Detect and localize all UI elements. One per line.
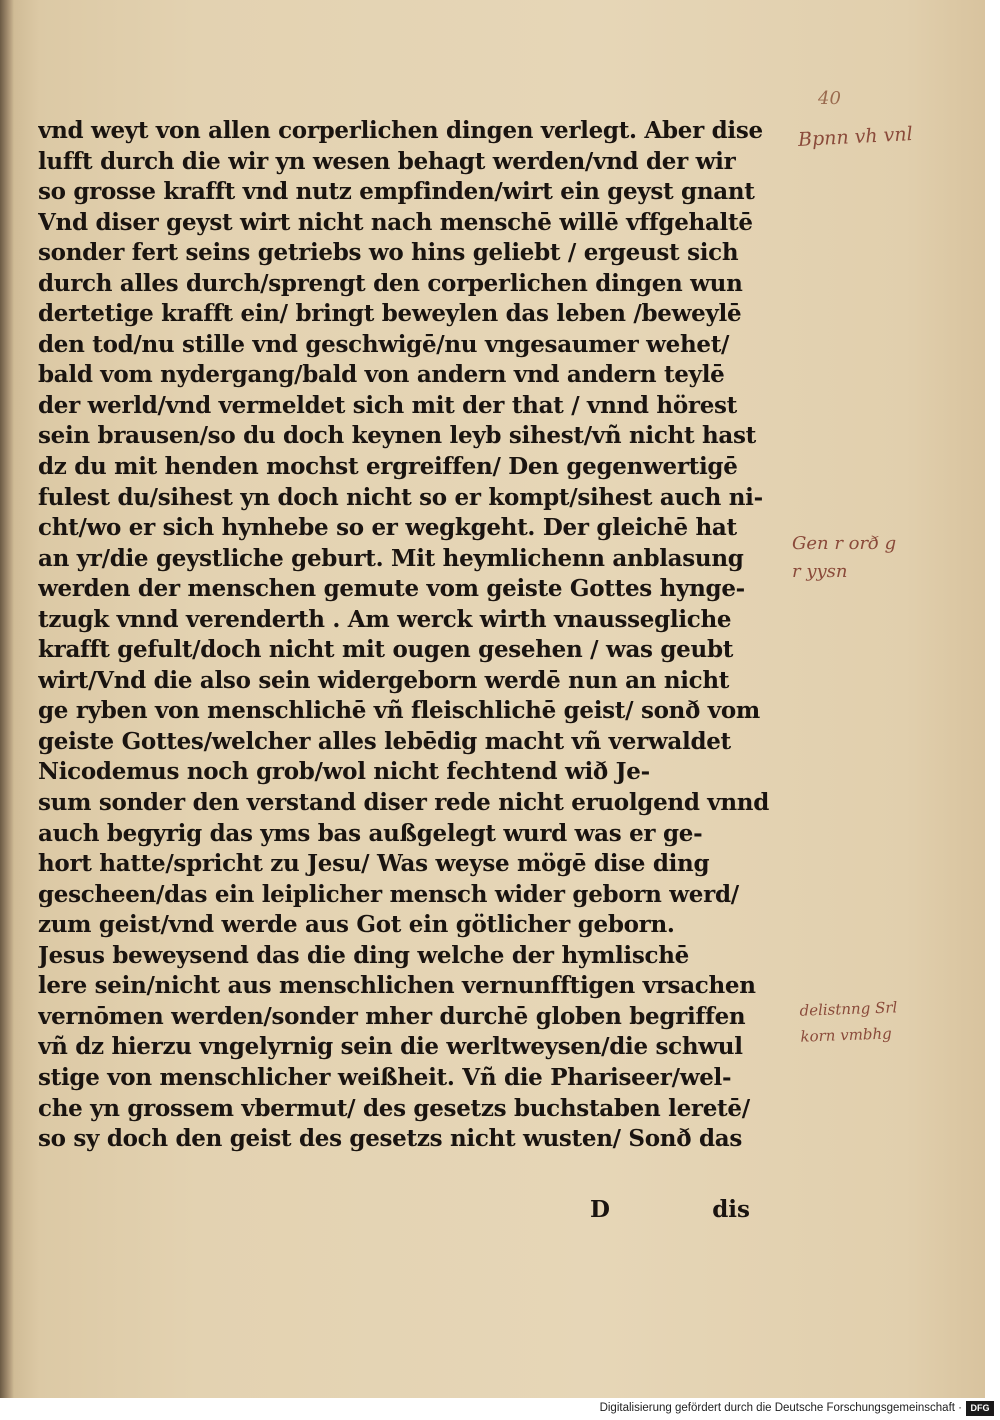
text-line: durch alles durch/sprengt den corperlichen dingen wun [38, 269, 743, 297]
marginal-note-2-line-1: Gen r orð g [792, 533, 897, 554]
text-line: sein brausen/so du doch keynen leyb sihest/vñ nicht hast [38, 422, 757, 450]
text-line: Vnd diser geyst wirt nicht nach menschē willē vffgehaltē [38, 208, 753, 236]
text-line: an yr/die geystliche geburt. Mit heymlichenn anblasung [38, 544, 744, 572]
text-line: sonder fert seins getriebs wo hins geliebt / ergeust sich [38, 239, 739, 267]
text-line: stige von menschlicher weißheit. Vñ die Phariseer/wel- [38, 1063, 732, 1091]
marginal-note-1: Bpnn vh vnl [797, 123, 914, 151]
text-line: fulest du/sihest yn doch nicht so er kompt/sihest auch ni- [38, 483, 763, 511]
signature-mark: D [590, 1196, 610, 1223]
text-line: bald vom nydergang/bald von andern vnd andern teylē [38, 361, 725, 389]
funding-credit: Digitalisierung gefördert durch die Deutsche Forschungsgemeinschaft · [599, 1402, 962, 1414]
text-line: Jesus beweysend das die ding welche der hymlischē [38, 941, 689, 969]
text-line: tzugk vnnd verenderth . Am werck wirth vnaussegliche [38, 605, 732, 633]
marginal-note-3-line-1: delistnng Srl [799, 998, 898, 1020]
text-line: lufft durch die wir yn wesen behagt werden/vnd der wir [38, 147, 736, 175]
text-line: gescheen/das ein leiplicher mensch wider geborn werd/ [38, 880, 739, 908]
catchword: dis [712, 1196, 750, 1223]
text-line: lere sein/nicht aus menschlichen vernunfftigen vrsachen [38, 972, 756, 1000]
dfg-logo: DFG [966, 1401, 994, 1416]
text-line: che yn grossem vbermut/ des gesetzs buchstaben leretē/ [38, 1094, 750, 1122]
folio-number: 40 [818, 88, 841, 109]
text-line: zum geist/vnd werde aus Got ein götlicher geborn. [38, 911, 675, 939]
text-line: Nicodemus noch grob/wol nicht fechtend wið Je- [38, 758, 650, 786]
text-line: vñ dz hierzu vngelyrnig sein die werltweysen/die schwul [38, 1033, 743, 1061]
text-line: geiste Gottes/welcher alles lebēdig macht vñ verwaldet [38, 727, 731, 755]
text-line: wirt/Vnd die also sein widergeborn werdē nun an nicht [38, 666, 730, 694]
catchwords [590, 1196, 750, 1223]
text-line: auch begyrig das yms bas außgelegt wurd was er ge- [38, 819, 703, 847]
marginal-note-3-line-2: korn vmbhg [800, 1024, 893, 1046]
text-line: cht/wo er sich hynhebe so er wegkgeht. Der gleichē hat [38, 514, 737, 542]
text-line: dertetige krafft ein/ bringt beweylen das leben /beweylē [38, 300, 742, 328]
text-line: werden der menschen gemute vom geiste Gottes hynge- [38, 575, 745, 603]
text-line: der werld/vnd vermeldet sich mit der that / vnnd hörest [38, 391, 737, 419]
text-line: den tod/nu stille vnd geschwigē/nu vngesaumer wehet/ [38, 330, 730, 358]
body-text [38, 116, 778, 1155]
text-line: sum sonder den verstand diser rede nicht eruolgend vnnd [38, 789, 770, 817]
text-line: hort hatte/spricht zu Jesu/ Was weyse mögē dise ding [38, 850, 710, 878]
text-line: krafft gefult/doch nicht mit ougen gesehen / was geubt [38, 636, 734, 664]
text-line: so grosse krafft vnd nutz empfinden/wirt ein geyst gnant [38, 178, 755, 206]
footer-bar [0, 1398, 1000, 1420]
text-line: so sy doch den geist des gesetzs nicht wusten/ Sonð das [38, 1125, 742, 1153]
marginal-note-2-line-2: r yysn [792, 561, 848, 582]
text-line: ge ryben von menschlichē vñ fleischlichē geist/ sonð vom [38, 697, 760, 725]
text-line: dz du mit henden mochst ergreiffen/ Den gegenwertigē [38, 453, 738, 481]
marginal-note-3 [799, 994, 898, 1049]
marginal-note-2 [792, 530, 896, 586]
text-line: vnd weyt von allen corperlichen dingen verlegt. Aber dise [38, 117, 763, 144]
text-line: vernōmen werden/sonder mher durchē globen begriffen [38, 1002, 746, 1030]
